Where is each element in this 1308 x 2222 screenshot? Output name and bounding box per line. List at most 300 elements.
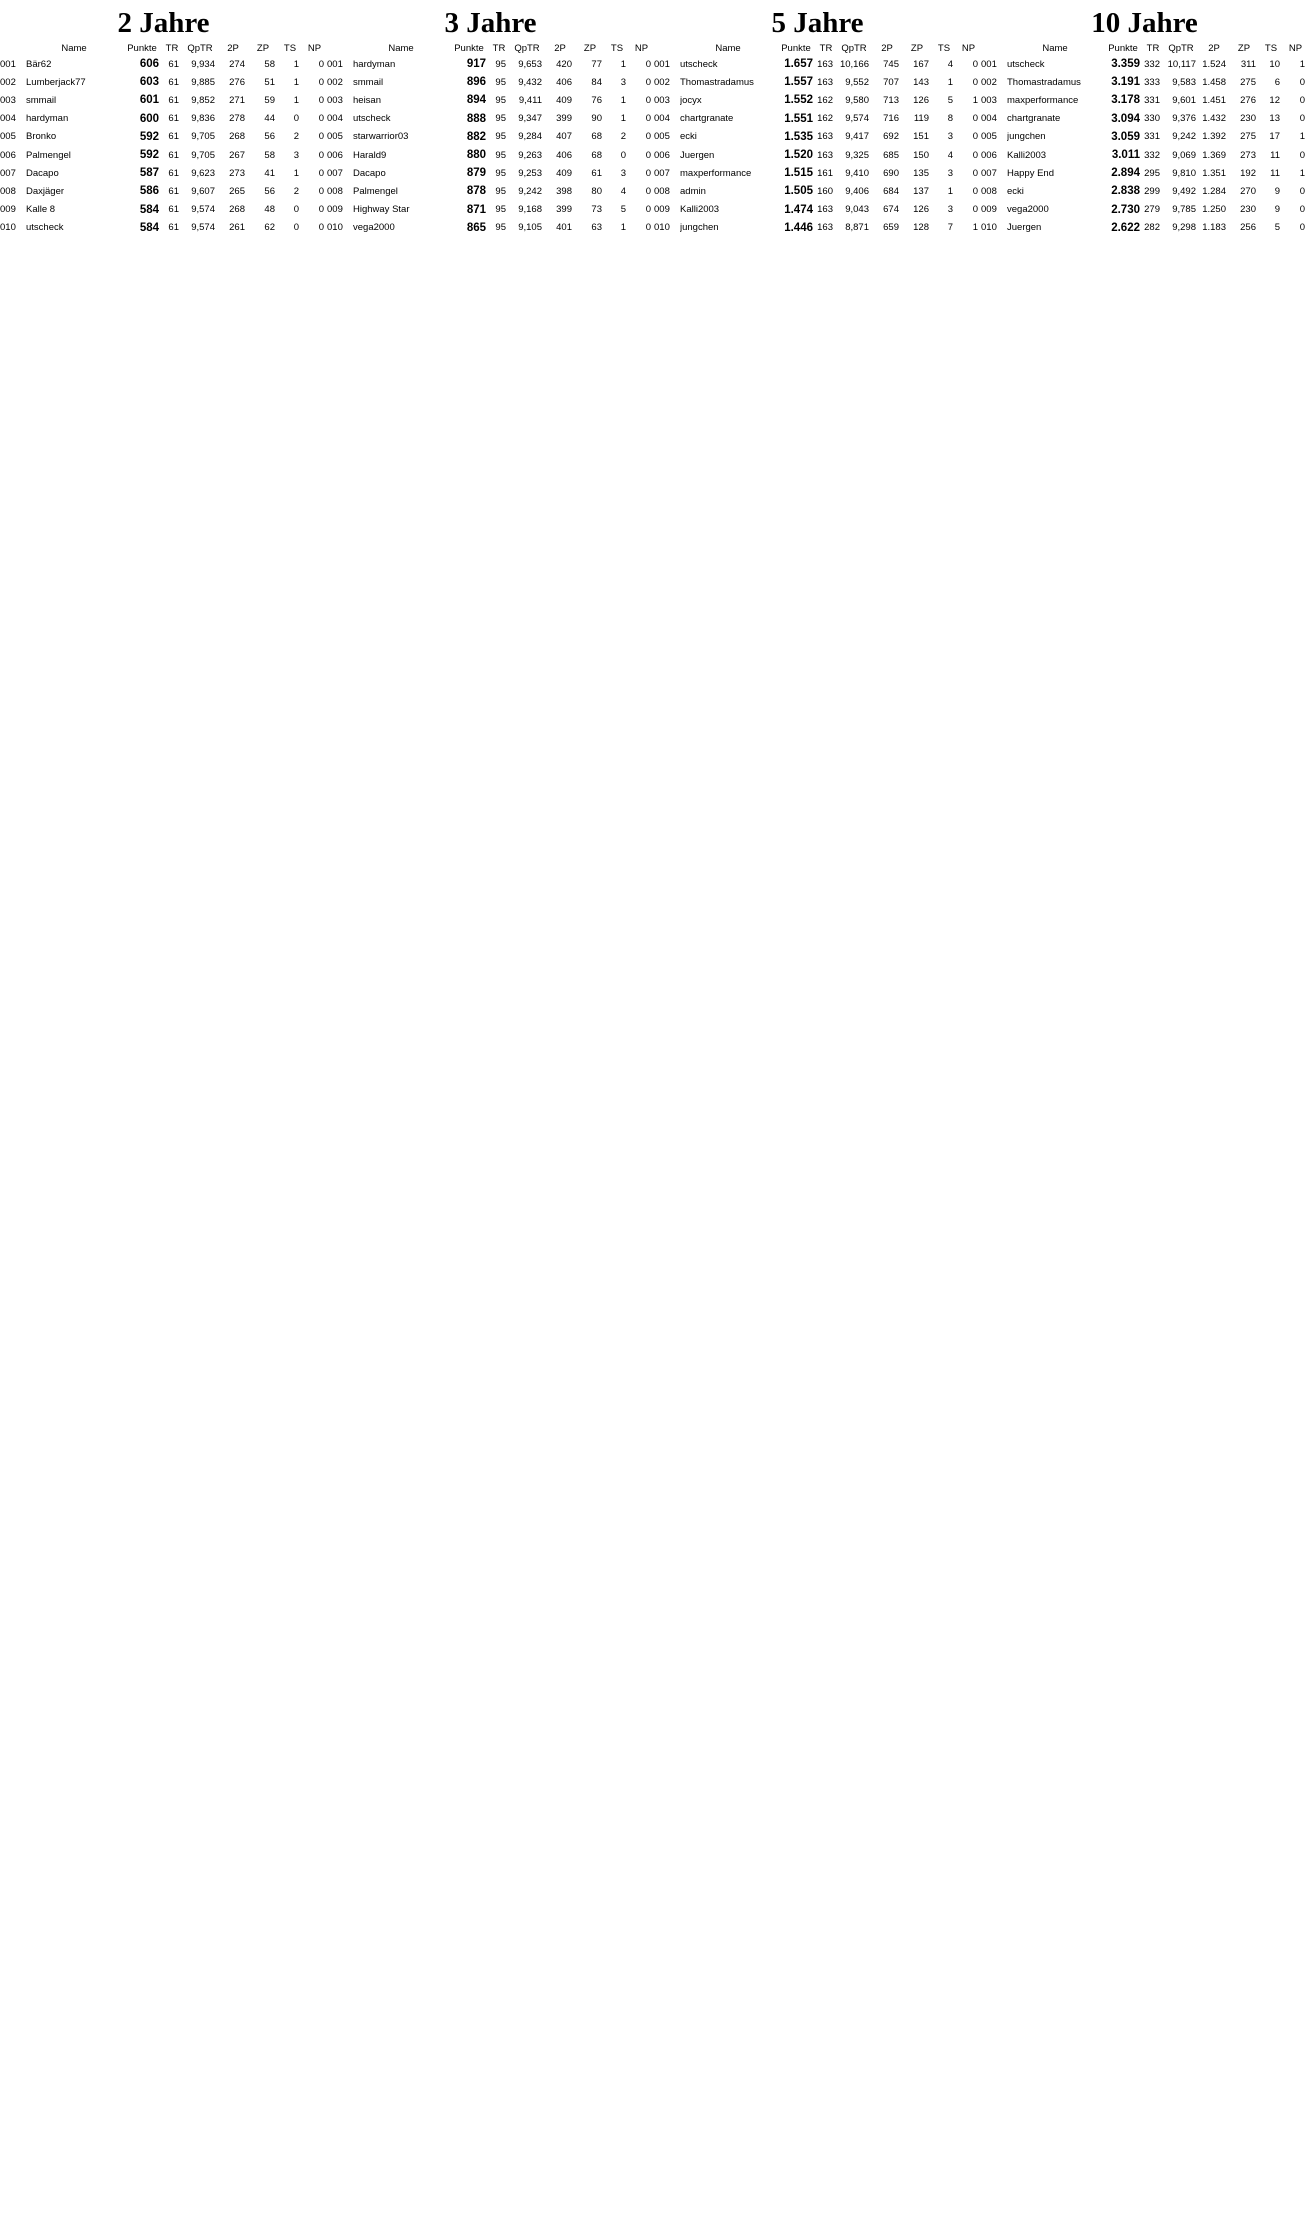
tr-cell: 333 [1144,76,1160,88]
qptr-cell: 9,410 [845,167,869,179]
qptr-cell: 9,623 [191,167,215,179]
tr-cell: 61 [168,185,179,197]
tr-cell: 61 [168,58,179,70]
p2-cell: 1.250 [1202,204,1226,216]
points-cell: 2.838 [1111,185,1140,198]
ts-cell: 1 [620,222,626,234]
p2-cell: 684 [883,185,899,197]
rank-cell: 007 [327,167,343,179]
tr-cell: 160 [817,185,833,197]
zp-cell: 230 [1240,113,1256,125]
column-header: TR [492,43,506,54]
tr-cell: 163 [817,222,833,234]
column-header: Name [61,43,87,54]
name-cell: maxperformance [1007,94,1079,106]
ranking-board [0,0,327,2222]
p2-cell: 407 [556,131,572,143]
table-row [327,73,654,91]
table-row [327,164,654,182]
zp-cell: 192 [1240,167,1256,179]
qptr-cell: 9,705 [191,149,215,161]
np-cell: 0 [972,204,978,216]
qptr-cell: 10,117 [1167,58,1196,70]
points-cell: 2.730 [1111,203,1140,216]
table-row [0,219,327,237]
zp-cell: 76 [591,94,602,106]
np-cell: 0 [1299,113,1305,125]
ts-cell: 0 [293,222,299,234]
p2-cell: 268 [229,131,245,143]
zp-cell: 73 [591,204,602,216]
ts-cell: 0 [293,113,299,125]
tr-cell: 95 [495,131,506,143]
qptr-cell: 9,580 [845,94,869,106]
name-cell: Palmengel [353,185,398,197]
table-row [0,110,327,128]
ts-cell: 1 [293,58,299,70]
table-row [654,219,981,237]
name-cell: jocyx [680,94,702,106]
column-header: NP [634,43,649,54]
zp-cell: 41 [264,167,275,179]
np-cell: 0 [1299,94,1305,106]
table-row [327,146,654,164]
np-cell: 0 [318,131,324,143]
column-header: TR [1146,43,1160,54]
qptr-cell: 10,166 [839,58,869,70]
ts-cell: 1 [293,94,299,106]
name-cell: Happy End [1007,167,1055,179]
points-cell: 1.515 [784,167,813,180]
np-cell: 0 [972,149,978,161]
p2-cell: 745 [883,58,899,70]
column-header: TR [165,43,179,54]
p2-cell: 674 [883,204,899,216]
p2-cell: 1.524 [1202,58,1226,70]
rank-cell: 002 [981,76,997,88]
ts-cell: 7 [947,222,953,234]
zp-cell: 68 [591,149,602,161]
points-cell: 1.557 [784,76,813,89]
zp-cell: 128 [913,222,929,234]
points-cell: 592 [139,149,159,162]
column-header: ZP [910,43,924,54]
table-row [981,146,1308,164]
np-cell: 0 [318,149,324,161]
table-row [327,55,654,73]
points-cell: 879 [466,167,486,180]
tr-cell: 61 [168,149,179,161]
table-row [981,128,1308,146]
zp-cell: 62 [264,222,275,234]
name-cell: Highway Star [353,204,410,216]
name-cell: Thomastradamus [680,76,754,88]
zp-cell: 84 [591,76,602,88]
tr-cell: 95 [495,113,506,125]
p2-cell: 1.458 [1202,76,1226,88]
name-cell: utscheck [353,113,391,125]
rank-cell: 010 [654,222,670,234]
tr-cell: 332 [1144,149,1160,161]
zp-cell: 68 [591,131,602,143]
points-cell: 586 [139,185,159,198]
rank-cell: 009 [327,204,343,216]
ts-cell: 1 [947,76,953,88]
p2-cell: 271 [229,94,245,106]
zp-cell: 126 [913,94,929,106]
table-row [981,219,1308,237]
zp-cell: 256 [1240,222,1256,234]
points-cell: 1.446 [784,221,813,234]
tr-cell: 61 [168,76,179,88]
points-cell: 917 [466,58,486,71]
p2-cell: 267 [229,149,245,161]
points-cell: 878 [466,185,486,198]
p2-cell: 690 [883,167,899,179]
np-cell: 0 [972,131,978,143]
name-cell: Harald9 [353,149,387,161]
tr-cell: 61 [168,113,179,125]
tr-cell: 61 [168,167,179,179]
p2-cell: 1.451 [1202,94,1226,106]
column-header: 2P [554,43,566,54]
points-cell: 1.520 [784,149,813,162]
rank-cell: 005 [327,131,343,143]
column-header [0,42,26,55]
name-cell: ecki [680,131,697,143]
tr-cell: 163 [817,58,833,70]
zp-cell: 58 [264,58,275,70]
ranking-table [981,42,1308,237]
p2-cell: 1.432 [1202,113,1226,125]
table-row [654,73,981,91]
tr-cell: 95 [495,76,506,88]
p2-cell: 692 [883,131,899,143]
name-cell: Bär62 [26,58,52,70]
rank-cell: 006 [327,149,343,161]
ranking-table [0,42,327,237]
p2-cell: 409 [556,94,572,106]
name-cell: chartgranate [680,113,734,125]
zp-cell: 44 [264,113,275,125]
zp-cell: 167 [913,58,929,70]
qptr-cell: 9,253 [518,167,542,179]
table-row [654,201,981,219]
column-header: Name [715,43,741,54]
name-cell: hardyman [353,58,396,70]
np-cell: 0 [318,167,324,179]
ts-cell: 2 [620,131,626,143]
zp-cell: 270 [1240,185,1256,197]
np-cell: 0 [645,113,651,125]
np-cell: 0 [1299,149,1305,161]
qptr-cell: 9,583 [1172,76,1196,88]
qptr-cell: 9,242 [518,185,542,197]
tr-cell: 61 [168,94,179,106]
name-cell: chartgranate [1007,113,1061,125]
tr-cell: 162 [817,94,833,106]
column-header: TS [937,43,951,54]
column-header: TS [283,43,297,54]
column-header: Punkte [127,43,157,54]
rank-cell: 002 [327,76,343,88]
table-row [981,201,1308,219]
rank-cell: 005 [654,131,670,143]
p2-cell: 265 [229,185,245,197]
tr-cell: 95 [495,149,506,161]
rank-cell: 004 [327,113,343,125]
p2-cell: 268 [229,204,245,216]
ts-cell: 12 [1269,94,1280,106]
ts-cell: 3 [947,204,953,216]
zp-cell: 56 [264,185,275,197]
name-cell: vega2000 [1007,204,1049,216]
qptr-cell: 9,492 [1172,185,1196,197]
rank-cell: 005 [0,131,16,143]
p2-cell: 399 [556,204,572,216]
table-row [654,110,981,128]
p2-cell: 399 [556,113,572,125]
column-header: 2P [881,43,893,54]
column-header: 2P [1208,43,1220,54]
qptr-cell: 9,043 [845,204,869,216]
p2-cell: 278 [229,113,245,125]
p2-cell: 261 [229,222,245,234]
table-row [981,182,1308,200]
np-cell: 0 [645,204,651,216]
points-cell: 3.011 [1111,149,1140,162]
np-cell: 0 [972,167,978,179]
points-cell: 2.894 [1111,167,1140,180]
points-cell: 3.191 [1111,76,1140,89]
rank-cell: 001 [981,58,997,70]
rank-cell: 006 [654,149,670,161]
qptr-cell: 9,325 [845,149,869,161]
table-row [327,219,654,237]
name-cell: jungchen [1007,131,1046,143]
ts-cell: 9 [1274,185,1280,197]
zp-cell: 275 [1240,76,1256,88]
tr-cell: 330 [1144,113,1160,125]
rank-cell: 008 [981,185,997,197]
tr-cell: 162 [817,113,833,125]
qptr-cell: 9,242 [1172,131,1196,143]
ts-cell: 11 [1270,167,1280,179]
np-cell: 0 [645,185,651,197]
zp-cell: 135 [913,167,929,179]
zp-cell: 56 [264,131,275,143]
table-row [327,182,654,200]
table-row [654,146,981,164]
column-header: Name [388,43,414,54]
tr-cell: 163 [817,204,833,216]
ts-cell: 4 [947,58,953,70]
column-header: TS [610,43,624,54]
qptr-cell: 9,552 [845,76,869,88]
column-header: ZP [583,43,597,54]
table-row [981,55,1308,73]
column-header: Punkte [454,43,484,54]
table-row [327,128,654,146]
rank-cell: 010 [981,222,997,234]
ts-cell: 3 [293,149,299,161]
tr-cell: 295 [1144,167,1160,179]
ts-cell: 1 [620,113,626,125]
points-cell: 584 [139,203,159,216]
zp-cell: 276 [1240,94,1256,106]
qptr-cell: 9,934 [191,58,215,70]
zp-cell: 59 [264,94,275,106]
qptr-cell: 9,885 [191,76,215,88]
column-header: QpTR [1168,43,1194,54]
name-cell: Dacapo [353,167,386,179]
ts-cell: 3 [947,131,953,143]
tr-cell: 163 [817,149,833,161]
tr-cell: 161 [817,167,833,179]
table-row [0,73,327,91]
qptr-cell: 9,601 [1172,94,1196,106]
name-cell: Juergen [680,149,715,161]
ts-cell: 5 [620,204,626,216]
rank-cell: 010 [327,222,343,234]
qptr-cell: 9,432 [518,76,542,88]
qptr-cell: 9,705 [191,131,215,143]
ts-cell: 4 [620,185,626,197]
tr-cell: 95 [495,185,506,197]
qptr-cell: 9,417 [845,131,869,143]
points-cell: 587 [139,167,159,180]
ts-cell: 1 [293,167,299,179]
qptr-cell: 9,574 [845,113,869,125]
name-cell: hardyman [26,113,69,125]
name-cell: Kalli2003 [680,204,720,216]
p2-cell: 273 [229,167,245,179]
column-header [981,42,1007,55]
zp-cell: 77 [591,58,602,70]
table-row [0,128,327,146]
ts-cell: 5 [1274,222,1280,234]
rank-cell: 001 [327,58,343,70]
ts-cell: 10 [1269,58,1280,70]
ts-cell: 1 [947,185,953,197]
qptr-cell: 9,852 [191,94,215,106]
ts-cell: 11 [1270,149,1280,161]
np-cell: 0 [645,58,651,70]
tr-cell: 331 [1144,94,1160,106]
p2-cell: 1.369 [1202,149,1226,161]
zp-cell: 151 [913,131,929,143]
points-cell: 880 [466,149,486,162]
points-cell: 1.505 [784,185,813,198]
p2-cell: 685 [883,149,899,161]
points-cell: 1.551 [784,112,813,125]
np-cell: 0 [645,167,651,179]
points-cell: 584 [139,221,159,234]
name-cell: heisan [353,94,381,106]
rank-cell: 004 [0,113,16,125]
np-cell: 0 [318,222,324,234]
board-title: 3 Jahre [444,7,537,39]
qptr-cell: 9,069 [1172,149,1196,161]
tr-cell: 279 [1144,204,1160,216]
rank-cell: 001 [0,58,16,70]
zp-cell: 275 [1240,131,1256,143]
points-cell: 882 [466,130,486,143]
zp-cell: 90 [591,113,602,125]
p2-cell: 716 [883,113,899,125]
column-header: NP [307,43,322,54]
column-header: ZP [256,43,270,54]
name-cell: jungchen [680,222,719,234]
name-cell: Daxjäger [26,185,65,197]
points-cell: 600 [139,112,159,125]
np-cell: 1 [972,94,978,106]
ts-cell: 2 [293,185,299,197]
column-header: Punkte [781,43,811,54]
ranking-board [654,0,981,2222]
qptr-cell: 9,263 [518,149,542,161]
points-cell: 865 [466,221,486,234]
rank-cell: 003 [0,94,16,106]
qptr-cell: 9,406 [845,185,869,197]
name-cell: vega2000 [353,222,395,234]
qptr-cell: 8,871 [845,222,869,234]
np-cell: 1 [1299,167,1305,179]
np-cell: 0 [318,185,324,197]
np-cell: 1 [1299,58,1305,70]
rank-cell: 007 [654,167,670,179]
zp-cell: 273 [1240,149,1256,161]
tr-cell: 163 [817,76,833,88]
p2-cell: 406 [556,76,572,88]
points-cell: 603 [139,76,159,89]
name-cell: ecki [1007,185,1024,197]
column-header [654,42,680,55]
zp-cell: 80 [591,185,602,197]
p2-cell: 409 [556,167,572,179]
ts-cell: 13 [1269,113,1280,125]
rank-cell: 002 [0,76,16,88]
np-cell: 0 [318,58,324,70]
points-cell: 896 [466,76,486,89]
table-row [654,128,981,146]
points-cell: 1.657 [784,58,813,71]
ts-cell: 0 [620,149,626,161]
qptr-cell: 9,653 [518,58,542,70]
table-row [654,182,981,200]
points-cell: 3.059 [1111,130,1140,143]
qptr-cell: 9,810 [1172,167,1196,179]
rank-cell: 010 [0,222,16,234]
ranking-board [981,0,1308,2222]
ranking-board [327,0,654,2222]
p2-cell: 713 [883,94,899,106]
rank-cell: 003 [654,94,670,106]
column-header: Punkte [1108,43,1138,54]
table-row [0,146,327,164]
ts-cell: 8 [947,113,953,125]
zp-cell: 150 [913,149,929,161]
np-cell: 0 [1299,76,1305,88]
np-cell: 0 [318,76,324,88]
points-cell: 592 [139,130,159,143]
tr-cell: 95 [495,222,506,234]
zp-cell: 61 [591,167,602,179]
np-cell: 0 [972,76,978,88]
np-cell: 0 [645,94,651,106]
column-header: 2P [227,43,239,54]
np-cell: 0 [972,185,978,197]
